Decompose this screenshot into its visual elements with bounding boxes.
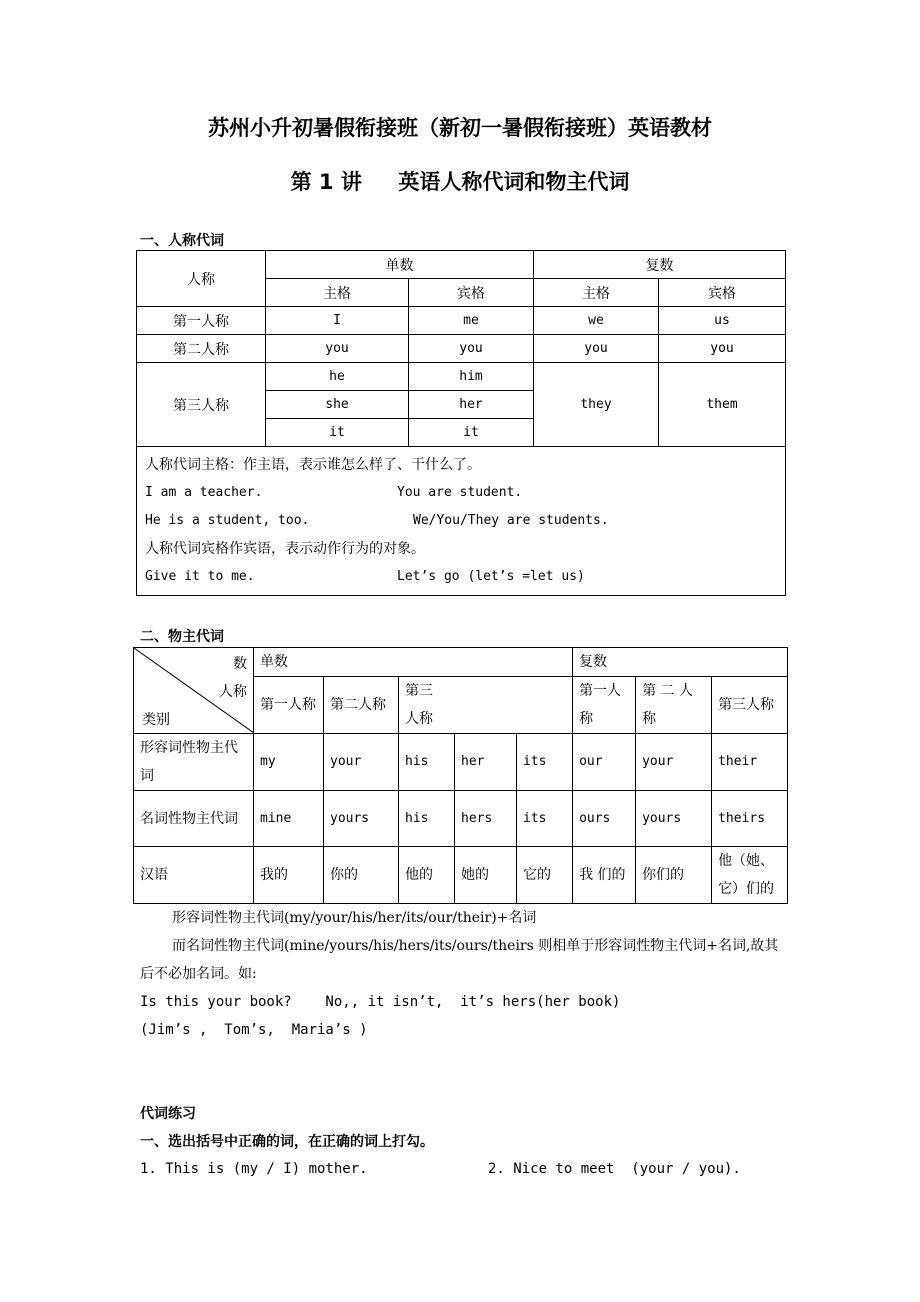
header-third: [399, 677, 573, 734]
header-p-object: 宾格: [659, 279, 786, 307]
cell: it: [409, 419, 534, 447]
cell: 我的: [254, 847, 324, 904]
example: You are student.: [397, 485, 523, 500]
cell: 他（她、它）们的: [712, 847, 788, 904]
notes-cell: [137, 447, 786, 596]
note-line: 人称代词主格：作主语，表示谁怎么样了、干什么了。: [145, 457, 481, 473]
example: We/You/They are students.: [413, 513, 609, 528]
row-label: 名词性物主代词: [134, 791, 254, 847]
cell: her: [409, 391, 534, 419]
header-p-third: 第三人称: [712, 677, 788, 734]
lesson-title: 第 1 讲 英语人称代词和物主代词: [290, 170, 630, 194]
question-2: 2. Nice to meet (your / you).: [488, 1161, 741, 1177]
cell: you: [409, 335, 534, 363]
cell: mine: [254, 791, 324, 847]
header-second: 第二人称: [324, 677, 399, 734]
diagonal-header: [134, 648, 254, 734]
question-1: 1. This is (my / I) mother.: [140, 1161, 368, 1177]
table-row: [134, 734, 788, 791]
header-s-subject: 主格: [266, 279, 409, 307]
header-p-subject: 主格: [534, 279, 659, 307]
table-row: [134, 791, 788, 847]
cell: me: [409, 307, 534, 335]
cell: your: [636, 734, 712, 791]
cell: its: [517, 791, 573, 847]
cell: 他的: [399, 847, 455, 904]
cell: yours: [324, 791, 399, 847]
cell: them: [659, 363, 786, 447]
row-person: 第一人称: [137, 307, 266, 335]
cell: 你的: [324, 847, 399, 904]
table-row: [137, 335, 786, 363]
cell: its: [517, 734, 573, 791]
cell: ours: [573, 791, 636, 847]
header-plural: 复数: [573, 648, 788, 677]
header-plural: 复数: [534, 251, 786, 279]
cell: 她的: [455, 847, 517, 904]
header-singular: 单数: [266, 251, 534, 279]
cell: our: [573, 734, 636, 791]
practice-heading: 代词练习: [140, 1106, 196, 1122]
cell: her: [455, 734, 517, 791]
cell: 它的: [517, 847, 573, 904]
section2-heading: 二、物主代词: [140, 629, 224, 645]
header-singular: 单数: [254, 648, 573, 677]
cell: you: [534, 335, 659, 363]
row-person: 第二人称: [137, 335, 266, 363]
diag-number: 数: [233, 656, 247, 672]
cell: I: [266, 307, 409, 335]
header-p-first: 第一人称: [573, 677, 636, 734]
cell: your: [324, 734, 399, 791]
practice-subheading: 一、选出括号中正确的词，在正确的词上打勾。: [140, 1134, 434, 1150]
section1-heading: 一、人称代词: [140, 233, 224, 249]
header-p-second: 第 二 人称: [636, 677, 712, 734]
cell: they: [534, 363, 659, 447]
table-row: [134, 847, 788, 904]
title-line2: [0, 166, 920, 196]
cell: you: [266, 335, 409, 363]
personal-pronoun-table: [136, 250, 786, 596]
table-row: [137, 363, 786, 391]
note-line: 人称代词宾格作宾语，表示动作行为的对象。: [145, 541, 425, 557]
paragraph-1: 形容词性物主代词(my/your/his/her/its/our/their)+名词: [172, 910, 537, 926]
cell: it: [266, 419, 409, 447]
cell: his: [399, 734, 455, 791]
title-line1: 苏州小升初暑假衔接班（新初一暑假衔接班）英语教材: [208, 116, 712, 140]
diag-type: 类别: [142, 712, 170, 728]
cell: he: [266, 363, 409, 391]
example-2: (Jim’s , Tom’s, Maria’s ): [140, 1022, 368, 1038]
header-first: 第一人称: [254, 677, 324, 734]
cell: theirs: [712, 791, 788, 847]
cell: 我 们的: [573, 847, 636, 904]
header-person: 人称: [137, 251, 266, 307]
example: I am a teacher.: [145, 485, 263, 500]
cell: their: [712, 734, 788, 791]
diag-person: 人称: [219, 684, 247, 700]
cell: my: [254, 734, 324, 791]
example: Give it to me.: [145, 569, 255, 584]
header-third-label: 第三人称: [405, 683, 433, 727]
row-person: 第三人称: [137, 363, 266, 447]
cell: you: [659, 335, 786, 363]
example: Let’s go (let’s =let us): [397, 569, 585, 584]
cell: yours: [636, 791, 712, 847]
row-label: 形容词性物主代词: [134, 734, 254, 791]
row-label: 汉语: [134, 847, 254, 904]
possessive-table: [133, 647, 788, 904]
cell: we: [534, 307, 659, 335]
table-row: [137, 307, 786, 335]
cell: she: [266, 391, 409, 419]
example: He is a student, too.: [145, 513, 310, 528]
example-1: Is this your book? No,, it isn’t, it’s hers(her book): [140, 994, 621, 1010]
cell: him: [409, 363, 534, 391]
cell: 你们的: [636, 847, 712, 904]
header-s-object: 宾格: [409, 279, 534, 307]
cell: his: [399, 791, 455, 847]
cell: hers: [455, 791, 517, 847]
cell: us: [659, 307, 786, 335]
paragraph-2: 而名词性物主代词(mine/yours/his/hers/its/ours/theirs 则相单于形容词性物主代词+名词,故其后不必加名词。如:: [140, 938, 779, 982]
